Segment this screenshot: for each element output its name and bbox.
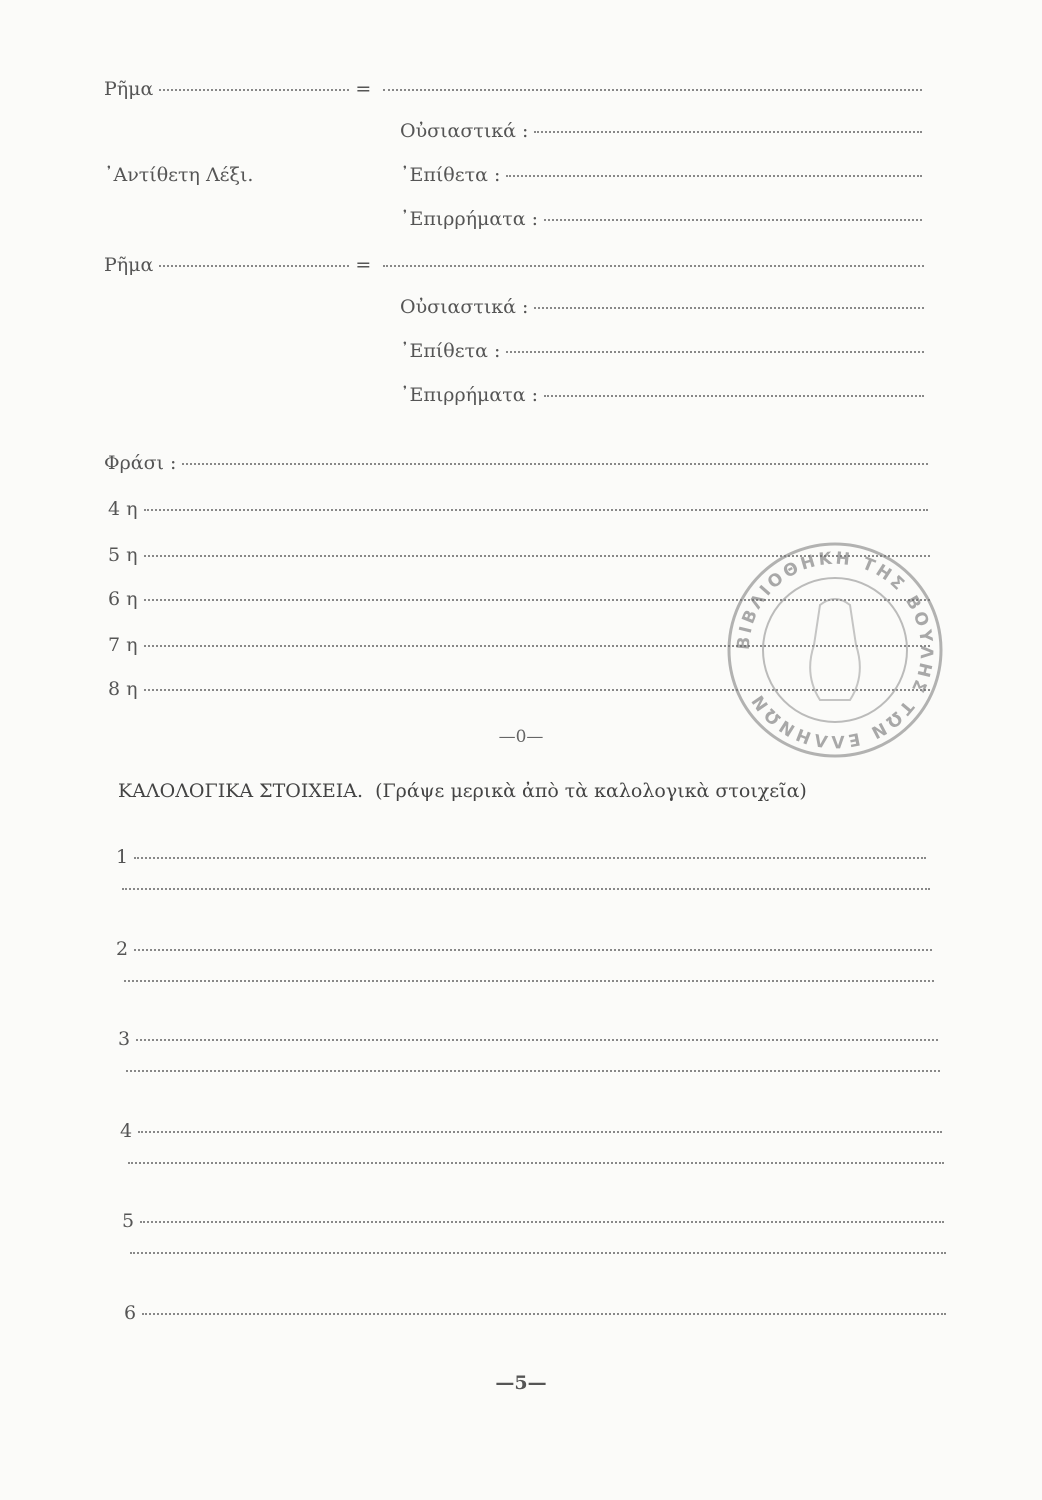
nouns-label: Οὐσιαστικά : <box>400 120 529 142</box>
verb-label: Ρῆμα <box>104 78 154 100</box>
nouns-label: Οὐσιαστικά : <box>400 296 529 318</box>
section-separator: —0— <box>498 727 544 747</box>
adverbs-label: ᾿Επιρρήματα : <box>400 384 538 406</box>
fill-line <box>544 395 924 397</box>
kalologika-item-2 <box>116 938 932 960</box>
kalologika-heading <box>118 780 807 802</box>
fill-line <box>124 980 934 982</box>
continuation-line <box>116 892 930 894</box>
adjectives-line-1 <box>400 164 922 186</box>
fill-line <box>126 1070 940 1072</box>
fill-line <box>136 1039 938 1041</box>
fill-line <box>182 463 928 465</box>
adverbs-line-1 <box>400 208 922 230</box>
fill-line <box>144 509 928 511</box>
kalologika-item-1 <box>116 846 926 868</box>
antithetic-label: ᾿Αντίθετη Λέξι. <box>104 164 254 186</box>
fill-line <box>130 1252 946 1254</box>
continuation-line <box>124 1256 946 1258</box>
fill-line <box>134 857 926 859</box>
kalologika-item-5 <box>122 1210 944 1232</box>
fill-line <box>140 1221 944 1223</box>
library-stamp <box>720 535 950 765</box>
kalologika-instruction: (Γράψε μερικὰ ἀπὸ τὰ καλολογικὰ στοιχεῖα) <box>375 780 807 802</box>
kalologika-item-4 <box>120 1120 942 1142</box>
phrase-line <box>104 452 928 474</box>
phrase-number: 5 η <box>108 544 138 566</box>
item-number: 4 <box>120 1120 133 1142</box>
fill-line <box>134 949 932 951</box>
kalologika-item-3 <box>118 1028 938 1050</box>
fill-line <box>506 351 924 353</box>
continuation-line <box>120 1074 940 1076</box>
continuation-line <box>118 984 934 986</box>
fill-line <box>128 1162 944 1164</box>
fill-line <box>534 307 924 309</box>
continuation-line <box>122 1166 944 1168</box>
adjectives-label: ᾿Επίθετα : <box>400 340 501 362</box>
fill-line <box>159 265 349 267</box>
verb-label: Ρῆμα <box>104 254 154 276</box>
fill-line <box>534 131 922 133</box>
phrase-number: 7 η <box>108 634 138 656</box>
stamp-text: ΒΙΒΛΙΟΘΗΚΗ ΤΗΣ ΒΟΥΛΗΣ ΤΩΝ ΕΛΛΗΝΩΝ <box>733 548 937 752</box>
nouns-line-2 <box>400 296 924 318</box>
phrase-label: Φράσι : <box>104 452 177 474</box>
fill-line <box>138 1131 942 1133</box>
fill-line <box>506 175 922 177</box>
antithetic-word-label <box>104 164 253 186</box>
phrase-number: 6 η <box>108 588 138 610</box>
fill-line <box>383 89 922 91</box>
fill-line <box>122 888 930 890</box>
item-number: 2 <box>116 938 129 960</box>
phrase-item-4 <box>108 498 928 520</box>
item-number: 3 <box>118 1028 131 1050</box>
kalologika-item-6 <box>124 1302 946 1324</box>
adjectives-line-2 <box>400 340 924 362</box>
verb-line-2 <box>104 254 924 276</box>
verb-line-1 <box>104 78 922 100</box>
phrase-number: 4 η <box>108 498 138 520</box>
fill-line <box>142 1313 946 1315</box>
page-number: —5— <box>495 1372 547 1394</box>
adverbs-line-2 <box>400 384 924 406</box>
adverbs-label: ᾿Επιρρήματα : <box>400 208 538 230</box>
adjectives-label: ᾿Επίθετα : <box>400 164 501 186</box>
item-number: 6 <box>124 1302 137 1324</box>
equals-sign: = <box>355 78 372 100</box>
fill-line <box>544 219 922 221</box>
nouns-line-1 <box>400 120 922 142</box>
phrase-number: 8 η <box>108 678 138 700</box>
item-number: 1 <box>116 846 129 868</box>
equals-sign: = <box>355 254 372 276</box>
kalologika-title: ΚΑΛΟΛΟΓΙΚΑ ΣΤΟΙΧΕΙΑ. <box>118 780 364 802</box>
fill-line <box>159 89 349 91</box>
item-number: 5 <box>122 1210 135 1232</box>
fill-line <box>383 265 924 267</box>
